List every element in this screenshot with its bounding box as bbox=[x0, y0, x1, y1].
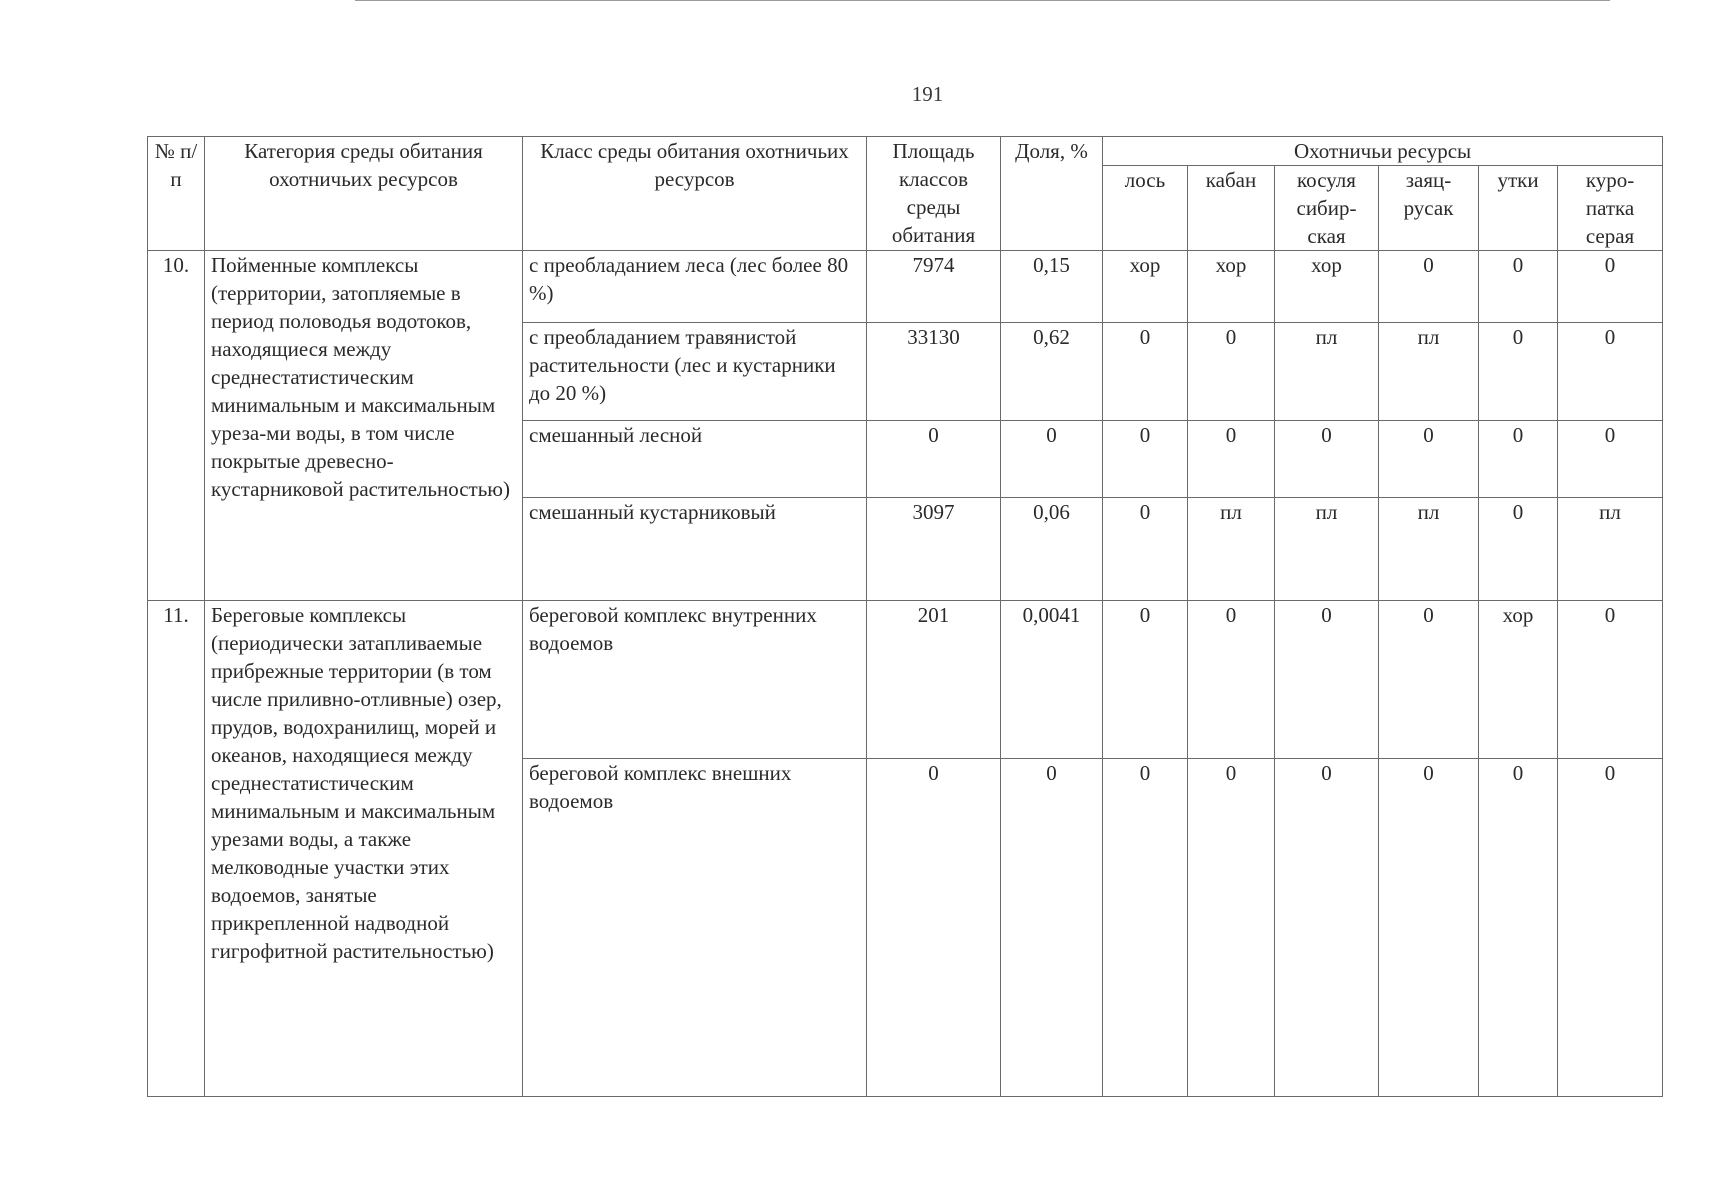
species-value: 0 bbox=[1188, 421, 1275, 498]
species-value: 0 bbox=[1275, 759, 1379, 1097]
habitat-class: береговой комплекс внутренних водоемов bbox=[523, 601, 867, 759]
area-value: 7974 bbox=[867, 251, 1001, 323]
species-value: 0 bbox=[1479, 323, 1558, 421]
header-species: лось bbox=[1103, 166, 1188, 251]
table-row bbox=[148, 601, 1663, 759]
species-value: 0 bbox=[1188, 601, 1275, 759]
header-hunting-resources: Охотничьи ресурсы bbox=[1103, 137, 1663, 166]
species-value: 0 bbox=[1379, 601, 1479, 759]
species-value: 0 bbox=[1103, 421, 1188, 498]
species-value: 0 bbox=[1103, 498, 1188, 601]
species-value: 0 bbox=[1558, 251, 1663, 323]
species-value: 0 bbox=[1479, 251, 1558, 323]
species-value: 0 bbox=[1275, 601, 1379, 759]
species-value: пл bbox=[1188, 498, 1275, 601]
species-value: хор bbox=[1188, 251, 1275, 323]
header-share: Доля, % bbox=[1001, 137, 1103, 251]
habitat-class: смешанный лесной bbox=[523, 421, 867, 498]
header-class: Класс среды обитания охотничьих ресурсов bbox=[523, 137, 867, 251]
species-value: 0 bbox=[1558, 421, 1663, 498]
species-value: 0 bbox=[1103, 759, 1188, 1097]
area-value: 0 bbox=[867, 421, 1001, 498]
habitat-class: береговой комплекс внешних водоемов bbox=[523, 759, 867, 1097]
species-value: 0 bbox=[1479, 421, 1558, 498]
species-value: 0 bbox=[1188, 759, 1275, 1097]
area-value: 0 bbox=[867, 759, 1001, 1097]
species-value: пл bbox=[1558, 498, 1663, 601]
species-value: пл bbox=[1275, 323, 1379, 421]
header-species: косуля сибир-ская bbox=[1275, 166, 1379, 251]
species-value: 0 bbox=[1379, 421, 1479, 498]
share-value: 0 bbox=[1001, 759, 1103, 1097]
area-value: 201 bbox=[867, 601, 1001, 759]
share-value: 0,06 bbox=[1001, 498, 1103, 601]
row-number: 11. bbox=[148, 601, 205, 1097]
species-value: 0 bbox=[1275, 421, 1379, 498]
species-value: хор bbox=[1103, 251, 1188, 323]
header-species: кабан bbox=[1188, 166, 1275, 251]
species-value: пл bbox=[1275, 498, 1379, 601]
species-value: 0 bbox=[1558, 759, 1663, 1097]
share-value: 0,0041 bbox=[1001, 601, 1103, 759]
habitat-class: с преобладанием леса (лес более 80 %) bbox=[523, 251, 867, 323]
header-area: Площадь классов среды обитания bbox=[867, 137, 1001, 251]
row-number: 10. bbox=[148, 251, 205, 601]
species-value: 0 bbox=[1188, 323, 1275, 421]
header-species: заяц-русак bbox=[1379, 166, 1479, 251]
habitat-category: Пойменные комплексы (территории, затопляемые в период половодья водотоков, находящиеся между среднестатистическим минимальным и максимальным уреза-ми воды, в том числе покрытые древесно-кустарниковой растительностью) bbox=[205, 251, 523, 601]
species-value: пл bbox=[1379, 323, 1479, 421]
species-value: 0 bbox=[1379, 759, 1479, 1097]
species-value: 0 bbox=[1558, 323, 1663, 421]
species-value: хор bbox=[1479, 601, 1558, 759]
top-rule bbox=[355, 0, 1610, 1]
species-value: пл bbox=[1379, 498, 1479, 601]
species-value: 0 bbox=[1379, 251, 1479, 323]
share-value: 0 bbox=[1001, 421, 1103, 498]
species-value: 0 bbox=[1103, 601, 1188, 759]
header-num: № п/п bbox=[148, 137, 205, 251]
habitat-class: с преобладанием травянистой растительности (лес и кустарники до 20 %) bbox=[523, 323, 867, 421]
header-species: утки bbox=[1479, 166, 1558, 251]
habitat-class: смешанный кустарниковый bbox=[523, 498, 867, 601]
species-value: 0 bbox=[1558, 601, 1663, 759]
header-species: куро-патка серая bbox=[1558, 166, 1663, 251]
species-value: 0 bbox=[1103, 323, 1188, 421]
species-value: хор bbox=[1275, 251, 1379, 323]
area-value: 33130 bbox=[867, 323, 1001, 421]
page-number: 191 bbox=[911, 82, 944, 106]
species-value: 0 bbox=[1479, 759, 1558, 1097]
share-value: 0,62 bbox=[1001, 323, 1103, 421]
habitat-table bbox=[147, 136, 1663, 1097]
habitat-category: Береговые комплексы (периодически затапливаемые прибрежные территории (в том числе приливно-отливные) озер, прудов, водохранилищ, морей и океанов, находящиеся между среднестатистическим минимальным и максимальным урезами воды, а также мелководные участки этих водоемов, занятые прикрепленной надводной гигрофитной растительностью) bbox=[205, 601, 523, 1097]
table-row bbox=[148, 251, 1663, 323]
header-category: Категория среды обитания охотничьих ресурсов bbox=[205, 137, 523, 251]
species-value: 0 bbox=[1479, 498, 1558, 601]
share-value: 0,15 bbox=[1001, 251, 1103, 323]
area-value: 3097 bbox=[867, 498, 1001, 601]
